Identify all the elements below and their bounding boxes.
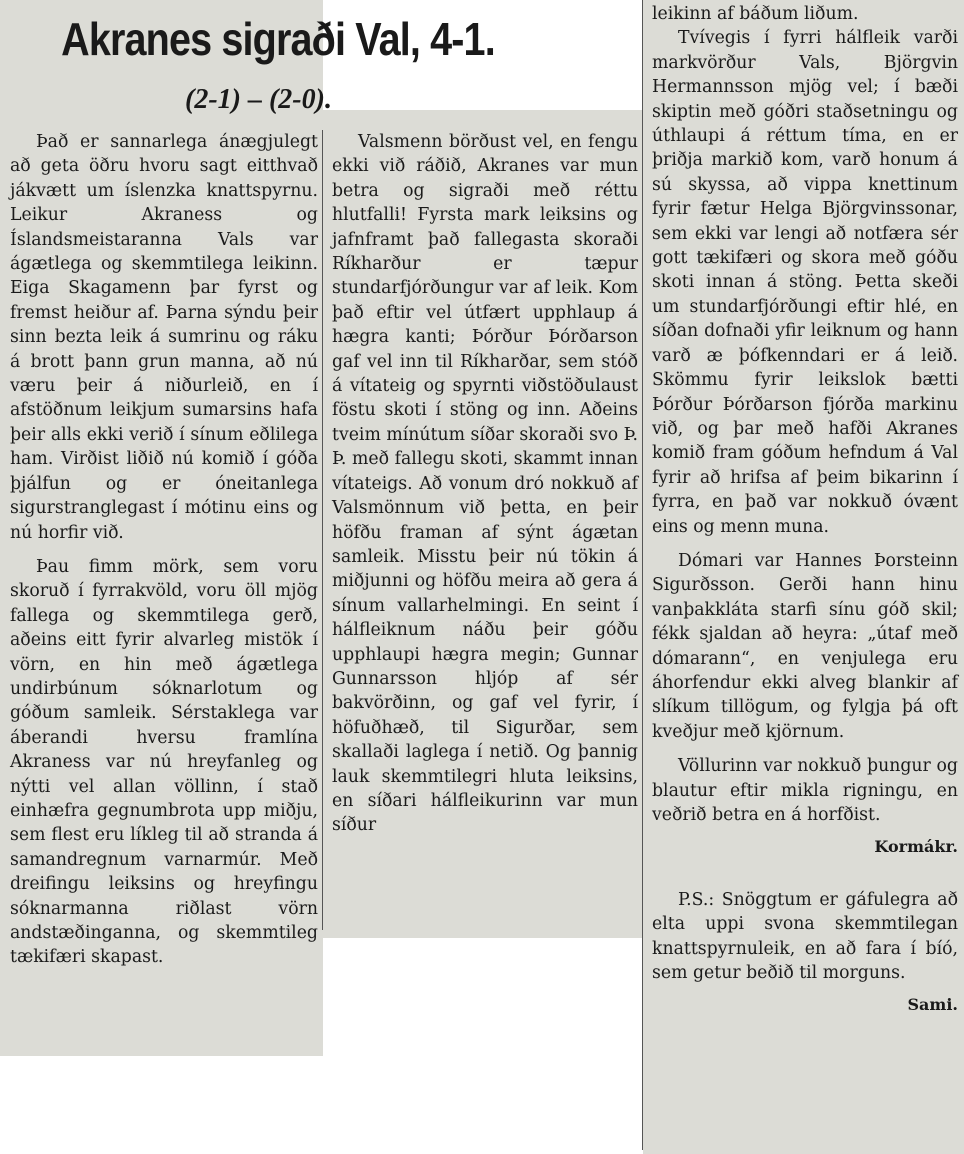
author-signature: Kormákr. xyxy=(874,837,958,857)
column-rule xyxy=(322,130,323,930)
column-rule xyxy=(642,0,643,1150)
article-column-1 xyxy=(10,130,318,970)
paragraph: Tvívegis í fyrri hálfleik varði markvörður Vals, Björgvin Hermannsson mjög vel; í bæði skiptin með góðri staðsetningu og úthlaupi á réttum tíma, en er þriðja markið kom, varð honum á sú skyssa, að vippa knettinum fyrir fætur Helga Björgvinssonar, sem ekki var lengi að notfæra sér gott tækifæri og skora með góðu skoti innan á stöng. Þetta skeði um stundarfjórðungi eftir hlé, en síðan dofnaði yfir leiknum og hann varð æ þófkenndari er á leið. Skömmu fyrir leikslok bætti Þórður Þórðarson fjórða markinu við, og þar með hafði Akranes komið fram góðum hefndum á Val fyrir að hrifsa af þeim bikarinn í fyrra, en það var nokkuð óvænt eins og menn muna. xyxy=(652,28,958,537)
paragraph: Valsmenn börðust vel, en fengu ekki við ráðið, Akranes var mun betra og sigraði með réttu hlutfalli! Fyrsta mark leiksins og jafnframt það fallegasta skoraði Ríkharður er tæpur stundarfjórðungur var af leik. Kom það eftir vel útfært upphlaup á hægra kanti; Þórður Þórðarson gaf vel inn til Ríkharðar, sem stóð á vítateig og spyrnti viðstöðulaust föstu skoti í stöng og inn. Aðeins tveim mínútum síðar skoraði svo Þ. Þ. með fallegu skoti, skammt innan vítateigs. Að vonum dró nokkuð af Valsmönnum við þetta, en þeir höfðu framan af sýnt ágætan samleik. Misstu þeir nú tökin á miðjunni og höfðu meira að gera á sínum vallarhelmingi. En seint í hálfleiknum náðu þeir góðu upphlaupi hægra megin; Gunnar Gunnarsson hljóp af sér bakvörðinn, og gaf vel fyrir, í höfuðhæð, til Sigurðar, sem skallaði laglega í netið. Og þannig lauk skemmtilegri hluta leiksins, en síðari hálfleikurinn var mun síður xyxy=(332,132,638,836)
paragraph: Dómari var Hannes Þorsteinn Sigurðsson. Gerði hann hinu vanþakkláta starfi sínu góð skil; fékk sjaldan að heyra: „útaf með dómarann“, en venjulega eru áhorfendur ekki alveg blankir af slíkum tillögum, og fylgja þá oft kveðjur með kjörnum. xyxy=(652,550,958,742)
article-column-2 xyxy=(332,130,638,838)
headline: Akranes sigraði Val, 4-1. xyxy=(61,13,495,65)
paragraph: Það er sannarlega ánægjulegt að geta öðru hvoru sagt eitthvað jákvætt um íslenzka knattspyrnu. Leikur Akraness og Íslandsmeistaranna Vals var ágætlega og skemmtilega leikinn. Eiga Skagamenn þar fyrst og fremst heiður af. Þarna sýndu þeir sinn bezta leik á sumrinu og ráku á brott þann grun manna, að nú væru þeir á niðurleið, en í afstöðnum leikjum sumarsins hafa þeir alls ekki verið í sínum eðlilega ham. Virðist liðið nú komið í góða þjálfun og er óneitanlega sigurstranglegast í mótinu eins og nú horfir við. xyxy=(10,132,318,543)
author-signature: Sami. xyxy=(907,995,958,1015)
paragraph-continuation: leikinn af báðum liðum. xyxy=(652,4,859,24)
paragraph: Völlurinn var nokkuð þungur og blautur eftir mikla rigningu, en veðrið betra en á horfðist. xyxy=(652,756,958,825)
paragraph: Þau fimm mörk, sem voru skoruð í fyrrakvöld, voru öll mjög fallega og skemmtilega gerð, aðeins eitt fyrir alvarleg mistök í vörn, en hin með ágætlega undirbúnum sóknarlotum og góðum samleik. Sérstaklega var áberandi hversu framlína Akraness var nú hreyfanleg og nýtti vel allan völlinn, í stað einhæfra gegnumbrota upp miðju, sem flest eru líkleg til að stranda á samandregnum varnarmúr. Með dreifingu leiksins og hreyfingu sóknarmanna riðlast vörn andstæðinganna, og skemmtileg tækifæri skapast. xyxy=(10,556,318,968)
subheadline: (2-1) – (2-0). xyxy=(185,84,332,115)
article-column-3 xyxy=(652,2,958,1018)
postscript: P.S.: Snöggtum er gáfulegra að elta uppi svona skemmtilegan knattspyrnuleik, en að fara í bíó, sem getur beðið til morguns. xyxy=(652,889,958,984)
